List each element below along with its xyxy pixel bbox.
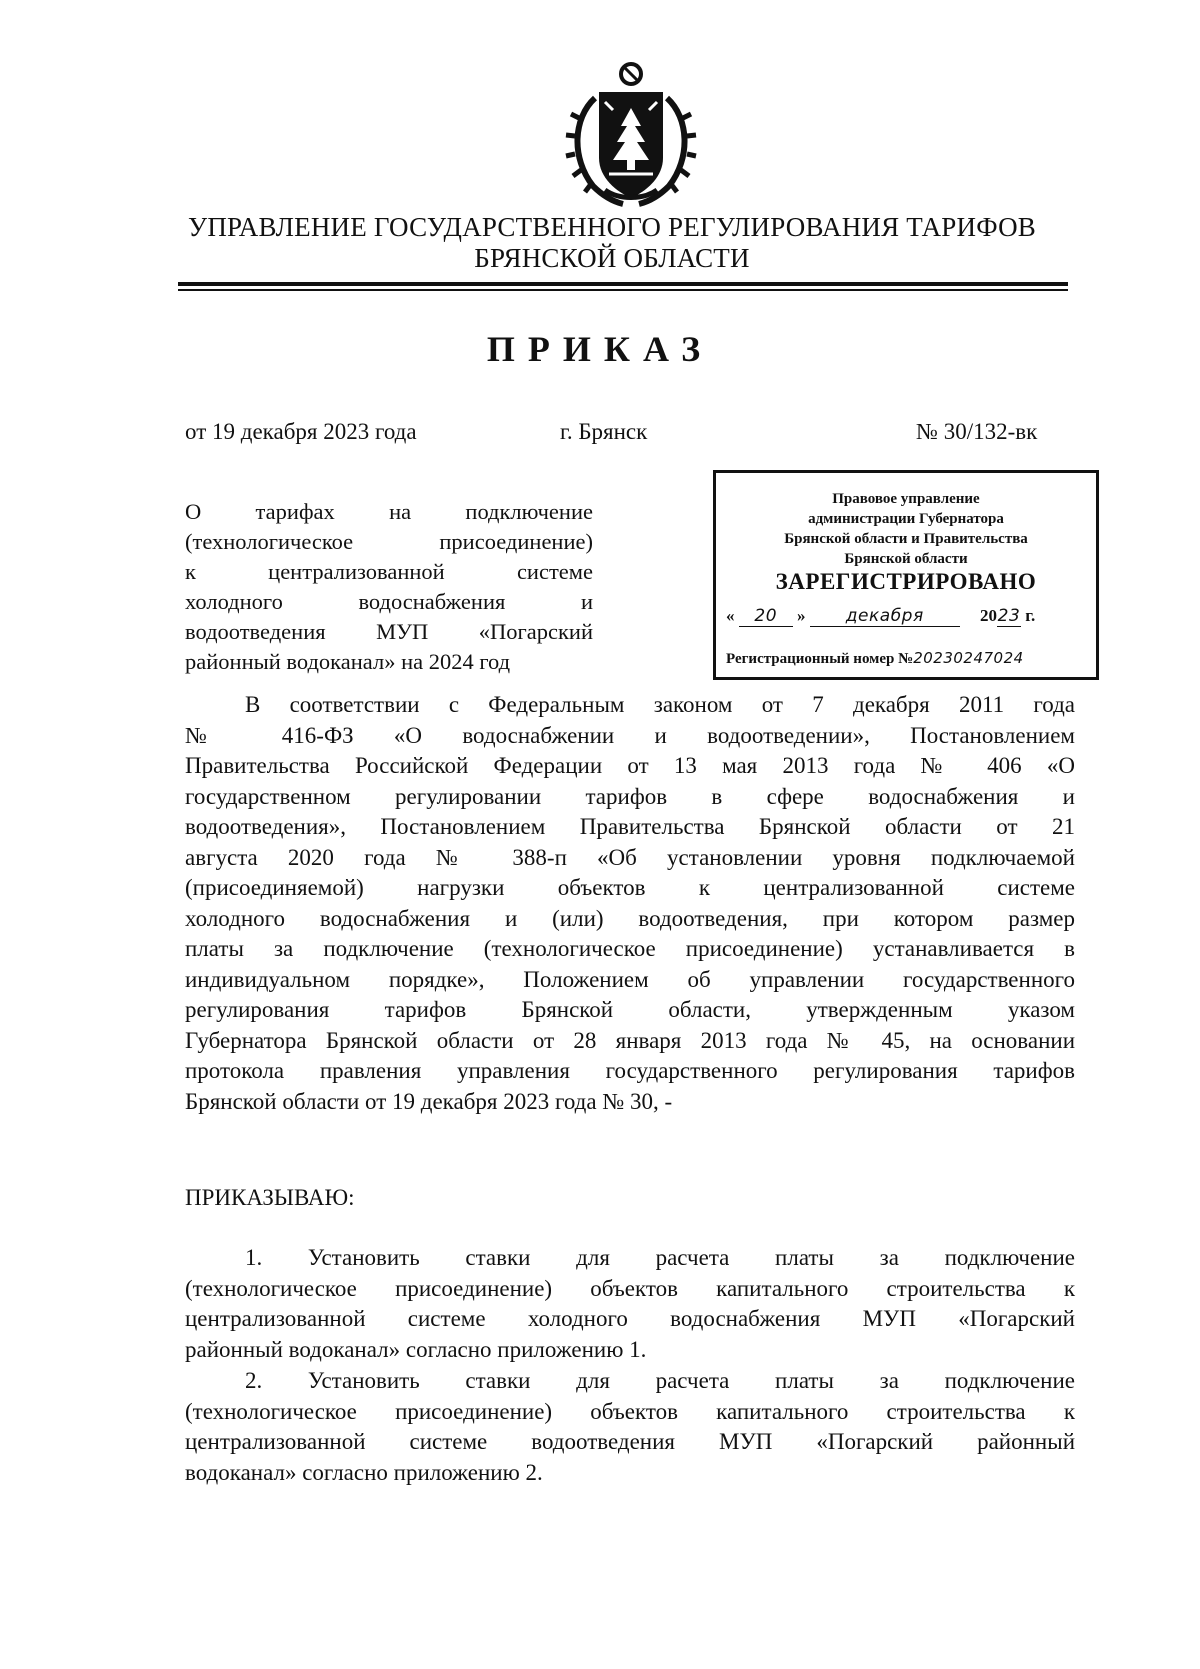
- item-line: 2. Установить ставки для расчета платы за подключение: [245, 1368, 1075, 1393]
- preamble-line: Губернатора Брянской области от 28 января 2013 года № 45, на основании: [185, 1027, 1075, 1053]
- preamble-line: платы за подключение (технологическое присоединение) устанавливается в: [185, 936, 1075, 961]
- stamp-line: администрации Губернатора: [808, 511, 1004, 527]
- preamble-line: холодного водоснабжения и (или) водоотведения, при котором размер: [185, 905, 1075, 931]
- preamble-line: В соответствии с Федеральным законом от 7 декабря 2011 года: [245, 692, 1075, 717]
- document-number: № 30/132-вк: [916, 419, 1038, 444]
- org-name-line-2: БРЯНСКОЙ ОБЛАСТИ: [474, 243, 750, 273]
- order-word: ПРИКАЗЫВАЮ:: [185, 1185, 355, 1210]
- stamp-line: Брянской области и Правительства: [784, 531, 1028, 547]
- subject-line: к централизованной системе: [185, 559, 593, 584]
- preamble-line: № 416-ФЗ «О водоснабжении и водоотведении», Постановлением: [185, 722, 1075, 748]
- stamp-day: 20: [739, 606, 793, 627]
- preamble-line: Брянской области от 19 декабря 2023 года № 30, -: [185, 1088, 673, 1114]
- stamp-quote-close: »: [797, 606, 806, 625]
- header-rule-thin: [178, 289, 1068, 291]
- stamp-reg-number: 20230247024: [913, 649, 1024, 667]
- stamp-month: декабря: [810, 606, 960, 627]
- stamp-date: [726, 606, 1092, 636]
- subject-line: (технологическое присоединение): [185, 529, 593, 554]
- subject-line: районный водоканал» на 2024 год: [185, 649, 511, 674]
- stamp-year-suffix: 23: [997, 606, 1021, 626]
- preamble-line: государственном регулировании тарифов в сфере водоснабжения и: [185, 783, 1075, 809]
- stamp-year-prefix: 20: [980, 606, 997, 625]
- stamp-quote-open: «: [726, 606, 735, 625]
- stamp-line: Правовое управление: [832, 491, 980, 507]
- bryansk-coat-of-arms-icon: [565, 58, 697, 208]
- item-line: районный водоканал» согласно приложению 1.: [185, 1336, 647, 1362]
- preamble-line: августа 2020 года № 388-п «Об установлении уровня подключаемой: [185, 844, 1075, 870]
- subject-line: холодного водоснабжения и: [185, 589, 593, 614]
- header-rule-thick: [178, 282, 1068, 286]
- item-line: (технологическое присоединение) объектов капитального строительства к: [185, 1275, 1075, 1301]
- item-line: (технологическое присоединение) объектов капитального строительства к: [185, 1398, 1075, 1424]
- stamp-registered-label: ЗАРЕГИСТРИРОВАНО: [775, 569, 1037, 594]
- subject-line: О тарифах на подключение: [185, 499, 593, 524]
- item-line: водоканал» согласно приложению 2.: [185, 1459, 543, 1485]
- document-date: от 19 декабря 2023 года: [185, 419, 417, 444]
- item-line: 1. Установить ставки для расчета платы за подключение: [245, 1245, 1075, 1270]
- preamble-paragraph: [185, 690, 1075, 1117]
- document-title: ПРИКАЗ: [486, 329, 714, 369]
- preamble-line: (присоединяемой) нагрузки объектов к централизованной системе: [185, 875, 1075, 900]
- preamble-line: Правительства Российской Федерации от 13 мая 2013 года № 406 «О: [185, 753, 1075, 778]
- document-city: г. Брянск: [560, 419, 648, 444]
- subject-line: водоотведения МУП «Погарский: [185, 619, 593, 644]
- registration-stamp: [713, 470, 1099, 680]
- item-line: централизованной системе холодного водоснабжения МУП «Погарский: [185, 1306, 1075, 1331]
- order-item-1: [185, 1243, 1075, 1365]
- order-item-2: [185, 1366, 1075, 1488]
- stamp-line: Брянской области: [844, 551, 968, 567]
- preamble-line: протокола правления управления государственного регулирования тарифов: [185, 1058, 1075, 1083]
- stamp-year-unit: г.: [1025, 606, 1036, 625]
- item-line: централизованной системе водоотведения МУП «Погарский районный: [185, 1429, 1075, 1454]
- preamble-line: водоотведения», Постановлением Правительства Брянской области от 21: [185, 814, 1075, 839]
- org-name-line-1: УПРАВЛЕНИЕ ГОСУДАРСТВЕННОГО РЕГУЛИРОВАНИЯ ТАРИФОВ: [188, 212, 1036, 242]
- stamp-registration-number: [726, 649, 1096, 668]
- preamble-line: индивидуальном порядке», Положением об управлении государственного: [185, 966, 1075, 992]
- preamble-line: регулирования тарифов Брянской области, утвержденным указом: [185, 997, 1075, 1022]
- document-subject: [185, 497, 593, 677]
- stamp-reg-label: Регистрационный номер №: [726, 651, 914, 667]
